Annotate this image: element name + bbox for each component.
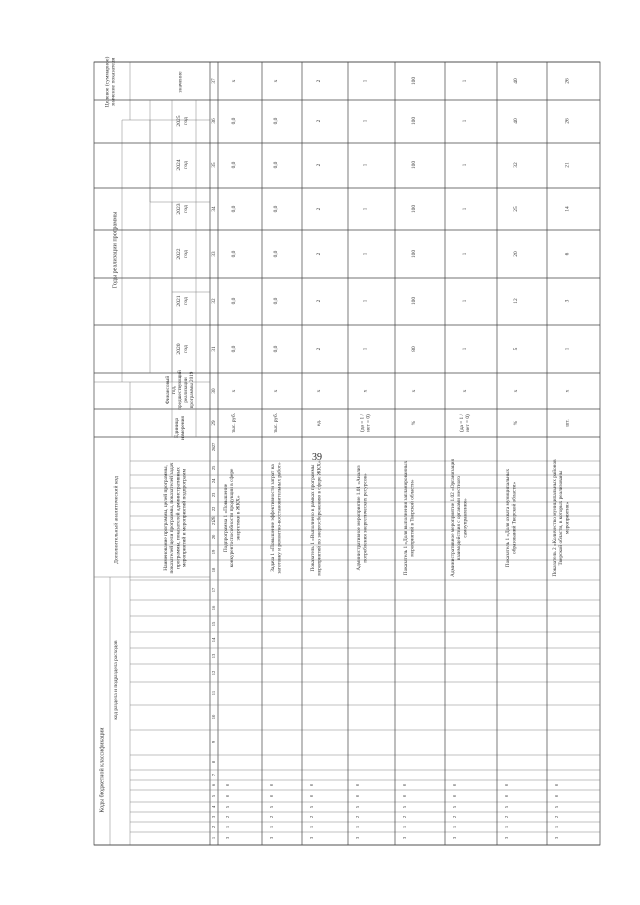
row-value-1: 1	[564, 347, 571, 351]
column-number: 28	[211, 516, 218, 522]
row-code-digit: 0	[504, 794, 510, 798]
row-code-digit: 5	[402, 805, 408, 809]
row-name: Показатель 2 «Количество муниципальных районов	[551, 459, 558, 577]
column-number: 29	[211, 420, 218, 426]
row-code-digit: 1	[269, 825, 275, 829]
row-name: мероприятий в Тверской области»	[409, 479, 416, 557]
row-value-3: 20	[513, 251, 520, 257]
header-name-column: мероприятий и мероприятий подпрограмм	[181, 468, 188, 568]
row-value-1: 2	[316, 347, 323, 351]
header-year-1: 2020	[175, 343, 182, 355]
row-unit: ед.	[316, 419, 323, 427]
row-code-digit: 0	[309, 794, 315, 798]
header-years-group: Годы реализации программы	[111, 211, 119, 289]
row-value-4: 25	[513, 206, 520, 212]
row-value-2: 0,0	[273, 297, 280, 305]
column-number: 37	[211, 78, 218, 84]
row-code-digit: 2	[269, 815, 275, 819]
column-number: 14	[211, 637, 217, 643]
header-target-value: значение	[177, 71, 184, 93]
row-target: 100	[411, 76, 418, 86]
row-value-4: 1	[462, 207, 469, 211]
row-fin-year: х	[411, 389, 418, 393]
header-year-2: год	[182, 297, 189, 305]
column-number: 33	[211, 251, 218, 257]
row-unit: нет = 0)	[365, 414, 372, 432]
row-code-digit: 0	[554, 783, 560, 787]
row-unit: (да = 1 /	[359, 414, 366, 432]
column-number: 27	[211, 442, 217, 448]
row-name: энергетики в ЖКХ»	[235, 495, 242, 541]
row-value-5: 100	[411, 160, 418, 170]
header-year-6: 2025	[175, 115, 182, 127]
row-code-digit: 0	[225, 783, 231, 787]
row-code-digit: 2	[504, 815, 510, 819]
column-number: 31	[211, 346, 218, 352]
row-value-1: 0,0	[273, 345, 280, 353]
row-value-2: 12	[513, 298, 520, 304]
column-number: 10	[211, 714, 217, 720]
row-value-5: 2	[316, 163, 323, 167]
row-name: конкурентоспособности продукции в сфере	[229, 468, 236, 568]
header-budget-subcode: код раздела и подраздела расходов	[113, 640, 120, 720]
row-target: х	[273, 79, 280, 83]
row-unit: %	[411, 420, 418, 426]
row-value-1: 5	[513, 347, 520, 351]
row-value-6: 40	[513, 118, 520, 124]
column-number: 20	[211, 534, 217, 540]
column-number: 2	[211, 825, 217, 829]
row-target: 1	[462, 79, 469, 83]
row-code-digit: 1	[402, 825, 408, 829]
column-number: 4	[211, 805, 217, 809]
column-number: 22	[211, 506, 217, 512]
row-code-digit: 5	[309, 805, 315, 809]
row-code-digit: 5	[355, 805, 361, 809]
row-code-digit: 3	[402, 836, 408, 840]
row-value-5: 1	[362, 163, 369, 167]
row-fin-year: х	[316, 389, 323, 393]
row-code-digit: 5	[452, 805, 458, 809]
row-code-digit: 0	[554, 794, 560, 798]
row-code-digit: 2	[402, 815, 408, 819]
row-code-digit: 0	[504, 783, 510, 787]
row-unit: (да = 1 /	[459, 414, 466, 432]
row-code-digit: 0	[225, 794, 231, 798]
row-code-digit: 2	[452, 815, 458, 819]
row-value-3: 100	[411, 249, 418, 259]
header-fin-year-column: реализации	[183, 377, 190, 403]
header-fin-year-column: программы 2019	[189, 371, 196, 409]
column-number: 1	[211, 836, 217, 840]
row-target: х	[231, 79, 238, 83]
row-name: Подпрограмма 1 «Повышение	[222, 483, 229, 553]
header-unit-column: Единица	[174, 418, 181, 438]
column-number: 13	[211, 653, 217, 659]
row-code-digit: 5	[504, 805, 510, 809]
row-code-digit: 1	[225, 825, 231, 829]
row-value-5: 0,0	[231, 161, 238, 169]
row-code-digit: 3	[554, 836, 560, 840]
header-fin-year-column: год,	[171, 385, 178, 395]
row-value-6: 100	[411, 116, 418, 126]
header-name-column: Наименование программы, целей программы,	[162, 465, 169, 571]
row-value-6: 1	[462, 119, 469, 123]
row-value-6: 0,0	[231, 117, 238, 125]
row-value-4: 1	[362, 207, 369, 211]
row-code-digit: 3	[504, 836, 510, 840]
column-number: 3	[211, 815, 217, 819]
row-name: Административное мероприятие 1.01 «Анализ	[356, 465, 363, 571]
row-code-digit: 1	[309, 825, 315, 829]
row-name: самоуправления»	[462, 498, 469, 538]
row-target: 2	[316, 79, 323, 83]
row-value-1: 80	[411, 346, 418, 352]
row-value-1: 1	[362, 347, 369, 351]
row-name: Задача 1 «Повышение эффективности затрат на	[270, 464, 277, 572]
row-code-digit: 5	[554, 805, 560, 809]
row-code-digit: 0	[309, 783, 315, 787]
row-code-digit: 3	[309, 836, 315, 840]
row-value-2: 0,0	[231, 297, 238, 305]
page-number: 39	[312, 452, 322, 463]
row-fin-year: х	[362, 389, 369, 393]
row-value-2: 100	[411, 296, 418, 306]
row-value-4: 100	[411, 204, 418, 214]
column-number: 24	[211, 478, 217, 484]
row-value-3: 6	[564, 252, 571, 256]
row-name: мероприятия»	[564, 502, 571, 534]
column-number: 17	[211, 587, 217, 593]
row-code-digit: 5	[269, 805, 275, 809]
row-value-6: 26	[564, 118, 571, 124]
column-number: 8	[211, 760, 217, 764]
column-number: 5	[211, 794, 217, 798]
row-fin-year: х	[564, 389, 571, 393]
row-code-digit: 0	[355, 794, 361, 798]
row-code-digit: 2	[225, 815, 231, 819]
column-number: 21	[211, 520, 217, 526]
header-fin-year-column: Финансовый	[165, 375, 172, 405]
row-value-5: 32	[513, 162, 520, 168]
header-year-1: год	[182, 345, 189, 353]
row-code-digit: 0	[269, 794, 275, 798]
row-value-4: 0,0	[273, 205, 280, 213]
row-value-2: 3	[564, 299, 571, 303]
header-target-group: Целевое (суммарное)	[104, 56, 111, 108]
column-number: 32	[211, 298, 218, 304]
column-number: 23	[211, 492, 217, 498]
column-number: 18	[211, 567, 217, 573]
row-value-3: 0,0	[273, 250, 280, 258]
row-code-digit: 3	[269, 836, 275, 840]
header-name-column: показателей цели программы, показателей задач	[169, 462, 176, 574]
row-code-digit: 0	[402, 783, 408, 787]
row-code-digit: 1	[554, 825, 560, 829]
row-code-digit: 1	[504, 825, 510, 829]
row-fin-year: х	[462, 389, 469, 393]
row-code-digit: 3	[452, 836, 458, 840]
column-number: 35	[211, 162, 218, 168]
row-value-2: 1	[462, 299, 469, 303]
row-name: потребления энергетических ресурсов»	[362, 473, 369, 563]
row-value-3: 1	[362, 252, 369, 256]
row-value-4: 2	[316, 207, 323, 211]
row-value-4: 14	[564, 206, 571, 212]
column-number: 26	[211, 446, 217, 452]
header-year-2: 2021	[175, 295, 182, 307]
row-code-digit: 3	[225, 836, 231, 840]
row-value-6: 2	[316, 119, 323, 123]
row-code-digit: 0	[452, 794, 458, 798]
row-code-digit: 0	[355, 783, 361, 787]
column-number: 6	[211, 783, 217, 787]
row-value-3: 2	[316, 252, 323, 256]
row-code-digit: 1	[452, 825, 458, 829]
header-unit-column: измерения	[180, 415, 187, 441]
header-budget-codes: Коды бюджетной классификации	[99, 727, 106, 813]
row-fin-year: х	[231, 389, 238, 393]
row-name: Показатель 1 «Доля выполнения запланированных	[403, 460, 410, 576]
row-value-5: 1	[462, 163, 469, 167]
row-unit: тыс. руб.	[273, 412, 280, 434]
header-year-4: год	[182, 205, 189, 213]
row-name: Показатель 1 «Доля охвата муниципальных	[505, 468, 512, 568]
column-number: 15	[211, 621, 217, 627]
header-year-5: 2024	[175, 159, 182, 171]
row-value-1: 1	[462, 347, 469, 351]
row-name: взаимодействия с органами местного	[456, 475, 463, 561]
row-code-digit: 5	[225, 805, 231, 809]
column-number: 11	[211, 690, 217, 696]
row-fin-year: х	[273, 389, 280, 393]
row-value-2: 1	[362, 299, 369, 303]
column-number: 16	[211, 605, 217, 611]
column-number: 7	[211, 773, 217, 777]
row-unit: нет = 0)	[465, 414, 472, 432]
row-name: Тверской области, в которых реализованы	[558, 470, 565, 566]
row-fin-year: х	[513, 389, 520, 393]
row-value-6: 0,0	[273, 117, 280, 125]
row-value-3: 1	[462, 252, 469, 256]
header-year-6: год	[182, 117, 189, 125]
row-target: 1	[362, 79, 369, 83]
row-value-4: 0,0	[231, 205, 238, 213]
row-value-6: 1	[362, 119, 369, 123]
row-value-5: 0,0	[273, 161, 280, 169]
column-number: 9	[211, 740, 217, 744]
header-fin-year-column: предшествующий	[177, 370, 184, 410]
row-name: Показатель 1 «Выполнено в рамках программы	[310, 464, 317, 572]
row-code-digit: 2	[309, 815, 315, 819]
header-year-4: 2023	[175, 203, 182, 215]
row-unit: шт.	[564, 419, 571, 427]
row-target: 40	[513, 78, 520, 84]
header-year-3: год	[182, 250, 189, 258]
row-unit: тыс. руб.	[231, 412, 238, 434]
row-name: мероприятий по энергосбережению в сфере ЖКХ»	[316, 460, 323, 576]
row-code-digit: 0	[452, 783, 458, 787]
header-additional-code: Дополнительный аналитический код	[113, 476, 120, 564]
column-number: 12	[211, 670, 217, 676]
row-code-digit: 0	[402, 794, 408, 798]
row-unit: %	[513, 420, 520, 426]
row-code-digit: 1	[355, 825, 361, 829]
row-name: образований Тверской области»	[511, 482, 518, 554]
row-value-5: 21	[564, 162, 571, 168]
column-number: 34	[211, 206, 218, 212]
header-year-3: 2022	[175, 248, 182, 260]
table-border	[94, 62, 600, 845]
header-target-group: значение показателя	[110, 57, 117, 107]
row-code-digit: 2	[554, 815, 560, 819]
row-code-digit: 0	[269, 783, 275, 787]
row-code-digit: 2	[355, 815, 361, 819]
row-value-2: 2	[316, 299, 323, 303]
column-number: 19	[211, 549, 217, 555]
row-value-1: 0,0	[231, 345, 238, 353]
header-name-column: программы, показателей административных	[175, 467, 182, 569]
column-number: 36	[211, 118, 218, 124]
row-target: 26	[564, 78, 571, 84]
header-year-5: год	[182, 161, 189, 169]
column-number: 30	[211, 388, 218, 394]
column-number: 25	[211, 465, 217, 471]
row-value-3: 0,0	[231, 250, 238, 258]
row-code-digit: 3	[355, 836, 361, 840]
row-name: Административное мероприятие 1.02 «Организация	[449, 459, 456, 577]
row-name: заготовку и ремонтно-восстановительных работ»	[276, 462, 283, 574]
